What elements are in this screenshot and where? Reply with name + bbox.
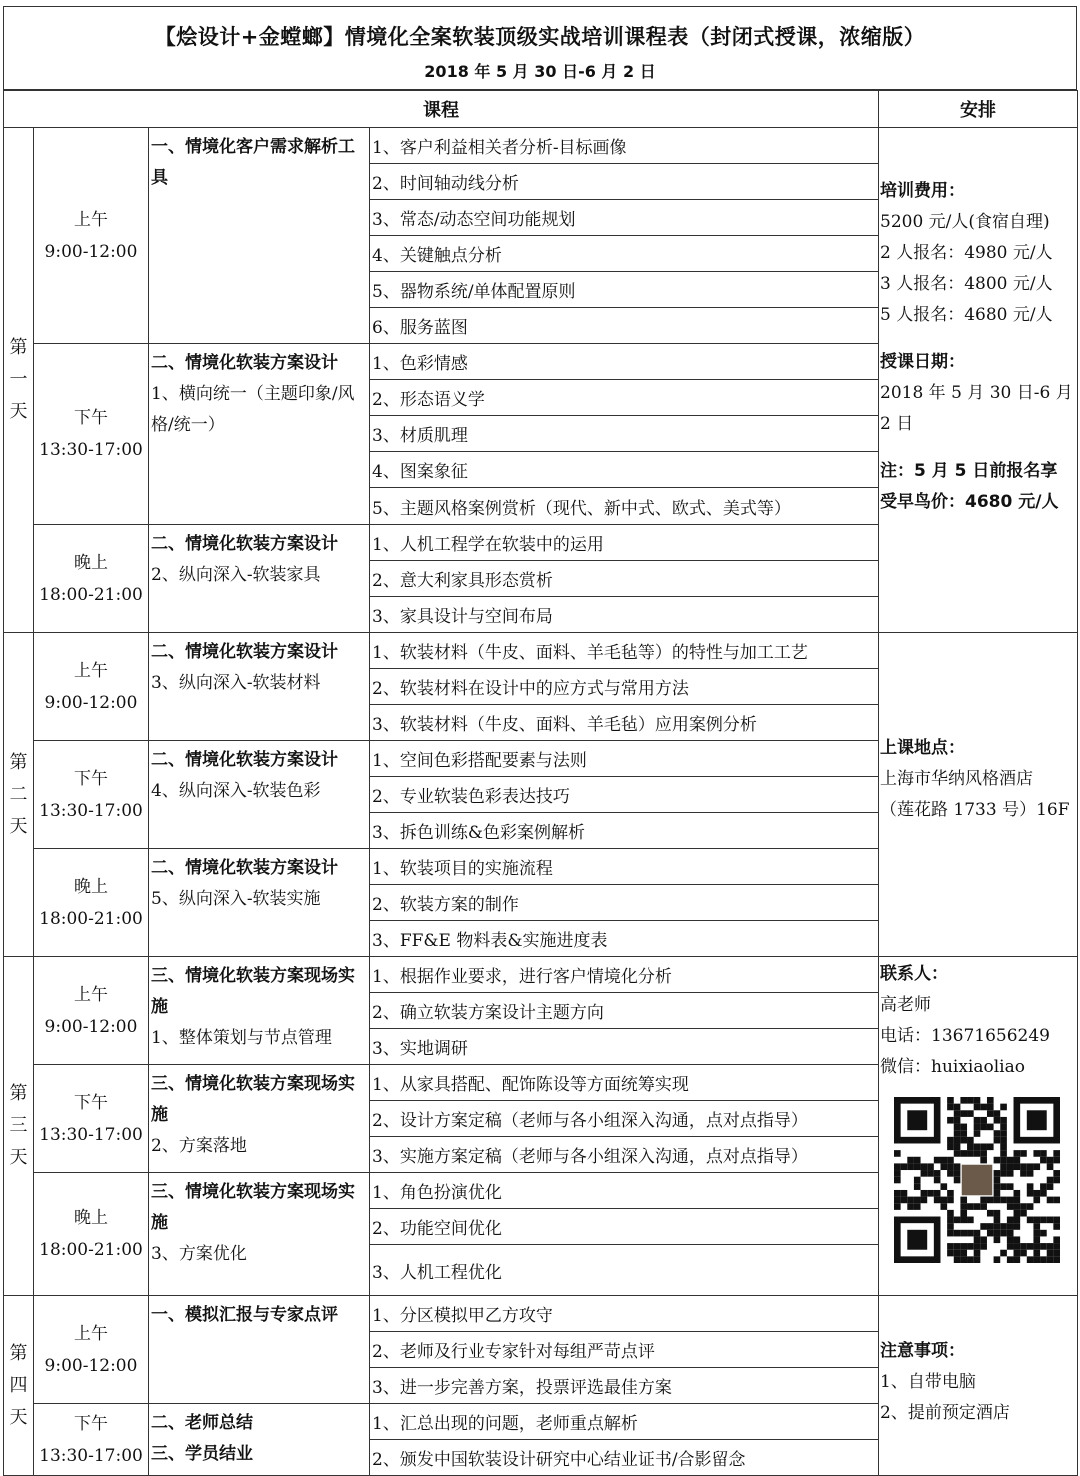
course-item: 1、客户利益相关者分析-目标画像 xyxy=(370,128,879,164)
course-item: 3、材质肌理 xyxy=(370,416,879,452)
session-time xyxy=(34,525,149,633)
spacer xyxy=(880,130,1077,176)
date-line: 2 日 xyxy=(880,414,914,434)
session-hours: 13:30-17:00 xyxy=(39,440,143,460)
course-item: 6、服务蓝图 xyxy=(370,308,879,344)
topic-subheading: 1、横向统一（主题印象/风格/统一） xyxy=(151,384,355,435)
session-time xyxy=(34,1296,149,1404)
session-period: 上午 xyxy=(74,660,108,681)
course-item: 3、常态/动态空间功能规划 xyxy=(370,200,879,236)
title-block xyxy=(3,6,1077,90)
fee-line: 2 人报名：4980 元/人 xyxy=(880,243,1053,263)
venue-line: （莲花路 1733 号）16F xyxy=(880,800,1070,820)
session-hours: 18:00-21:00 xyxy=(39,584,143,605)
course-item: 1、从家具搭配、配饰陈设等方面统筹实现 xyxy=(370,1065,879,1101)
topic-heading: 二、情境化软装方案设计 xyxy=(151,353,338,373)
date-heading: 授课日期： xyxy=(880,352,965,372)
fee-line: 5 人报名：4680 元/人 xyxy=(880,305,1053,325)
qr-code xyxy=(880,1083,1077,1253)
course-item: 3、拆色训练&色彩案例解析 xyxy=(370,813,879,849)
topic-subheading: 5、纵向深入-软装实施 xyxy=(151,889,321,909)
course-item: 2、时间轴动线分析 xyxy=(370,164,879,200)
course-item: 2、形态语义学 xyxy=(370,380,879,416)
course-item: 4、图案象征 xyxy=(370,452,879,488)
contact-heading: 联系人： xyxy=(880,964,948,984)
day-label: 第一天 xyxy=(4,128,34,633)
session-hours: 13:30-17:00 xyxy=(39,1124,143,1145)
schedule-body xyxy=(4,128,1078,1476)
spacer xyxy=(880,1298,1077,1336)
course-item: 1、汇总出现的问题，老师重点解析 xyxy=(370,1404,879,1440)
session-hours: 18:00-21:00 xyxy=(39,908,143,929)
session-topic xyxy=(149,633,370,741)
session-topic xyxy=(149,1404,370,1476)
course-item: 5、器物系统/单体配置原则 xyxy=(370,272,879,308)
spacer xyxy=(880,440,1077,456)
session-hours: 18:00-21:00 xyxy=(39,1240,143,1260)
session-hours: 13:30-17:00 xyxy=(39,1445,143,1466)
session-time xyxy=(34,849,149,957)
topic-heading: 三、情境化软装方案现场实施 xyxy=(151,1182,355,1233)
session-period: 上午 xyxy=(74,1323,108,1344)
course-item: 1、根据作业要求，进行客户情境化分析 xyxy=(370,957,879,993)
session-period: 上午 xyxy=(74,984,108,1005)
topic-heading: 一、模拟汇报与专家点评 xyxy=(151,1305,338,1325)
course-item: 3、家具设计与空间布局 xyxy=(370,597,879,633)
arrangement-header: 安排 xyxy=(879,91,1078,128)
course-item: 5、主题风格案例赏析（现代、新中式、欧式、美式等） xyxy=(370,488,879,525)
session-time xyxy=(34,741,149,849)
table-row xyxy=(4,1296,1078,1332)
session-topic xyxy=(149,849,370,957)
course-item: 2、软装材料在设计中的应方式与常用方法 xyxy=(370,669,879,705)
notice-heading: 注意事项： xyxy=(880,1341,965,1361)
venue-line: 上海市华纳风格酒店 xyxy=(880,769,1033,789)
fee-line: 5200 元/人(食宿自理) xyxy=(880,212,1050,232)
course-item: 3、软装材料（牛皮、面料、羊毛毡）应用案例分析 xyxy=(370,705,879,741)
session-hours: 9:00-12:00 xyxy=(44,1016,138,1037)
course-item: 1、人机工程学在软装中的运用 xyxy=(370,525,879,561)
topic-heading: 二、情境化软装方案设计 xyxy=(151,534,338,554)
page-title: 【烩设计+金螳螂】情境化全案软装顶级实战培训课程表（封闭式授课，浓缩版） xyxy=(154,25,926,49)
session-time xyxy=(34,1065,149,1173)
topic-heading: 三、情境化软装方案现场实施 xyxy=(151,1074,355,1125)
session-period: 晚上 xyxy=(74,552,108,573)
course-item: 2、意大利家具形态赏析 xyxy=(370,561,879,597)
arrangement-cell xyxy=(879,1296,1078,1476)
spacer xyxy=(880,331,1077,347)
table-row xyxy=(4,633,1078,669)
course-item: 3、人机工程优化 xyxy=(370,1245,879,1296)
fee-heading: 培训费用： xyxy=(880,181,965,201)
course-item: 3、FF&E 物料表&实施进度表 xyxy=(370,921,879,957)
early-bird-note: 受早鸟价：4680 元/人 xyxy=(880,492,1059,512)
notice-line: 2、提前预定酒店 xyxy=(880,1403,1010,1423)
page-subtitle: 2018 年 5 月 30 日-6 月 2 日 xyxy=(424,62,656,81)
session-topic xyxy=(149,525,370,633)
session-topic xyxy=(149,344,370,525)
session-hours: 13:30-17:00 xyxy=(39,800,143,821)
topic-subheading: 2、方案落地 xyxy=(151,1136,247,1156)
session-topic xyxy=(149,1173,370,1296)
course-item: 1、软装项目的实施流程 xyxy=(370,849,879,885)
course-item: 2、设计方案定稿（老师与各小组深入沟通，点对点指导） xyxy=(370,1101,879,1137)
topic-heading: 二、老师总结 xyxy=(151,1413,253,1433)
topic-subheading: 1、整体策划与节点管理 xyxy=(151,1028,332,1048)
contact-line: 高老师 xyxy=(880,995,931,1015)
qr-code-icon xyxy=(894,1097,1060,1263)
course-item: 1、角色扮演优化 xyxy=(370,1173,879,1209)
session-period: 下午 xyxy=(74,768,108,789)
fee-line: 3 人报名：4800 元/人 xyxy=(880,274,1053,294)
session-period: 下午 xyxy=(74,1092,108,1113)
session-hours: 9:00-12:00 xyxy=(44,1355,138,1376)
venue-heading: 上课地点： xyxy=(880,738,965,758)
session-time xyxy=(34,957,149,1065)
table-row xyxy=(4,128,1078,164)
session-topic xyxy=(149,1296,370,1404)
session-topic xyxy=(149,741,370,849)
session-period: 上午 xyxy=(74,209,108,230)
notice-line: 1、自带电脑 xyxy=(880,1372,976,1392)
session-time xyxy=(34,1404,149,1476)
course-item: 3、实地调研 xyxy=(370,1029,879,1065)
session-time xyxy=(34,344,149,525)
session-period: 下午 xyxy=(74,1413,108,1434)
session-topic xyxy=(149,957,370,1065)
day-label: 第四天 xyxy=(4,1296,34,1476)
topic-heading: 三、情境化软装方案现场实施 xyxy=(151,966,355,1017)
course-item: 1、空间色彩搭配要素与法则 xyxy=(370,741,879,777)
arrangement-cell xyxy=(879,128,1078,633)
session-time xyxy=(34,633,149,741)
course-item: 3、实施方案定稿（老师与各小组深入沟通，点对点指导） xyxy=(370,1137,879,1173)
session-topic xyxy=(149,1065,370,1173)
topic-heading-2: 三、学员结业 xyxy=(151,1444,253,1464)
arrangement-cell xyxy=(879,957,1078,1296)
course-item: 2、功能空间优化 xyxy=(370,1209,879,1245)
topic-subheading: 3、方案优化 xyxy=(151,1244,247,1264)
session-time xyxy=(34,1173,149,1296)
session-period: 晚上 xyxy=(74,1208,108,1228)
contact-line: 电话：13671656249 xyxy=(880,1026,1050,1046)
date-line: 2018 年 5 月 30 日-6 月 xyxy=(880,383,1073,403)
course-item: 2、软装方案的制作 xyxy=(370,885,879,921)
course-item: 2、颁发中国软装设计研究中心结业证书/合影留念 xyxy=(370,1440,879,1476)
session-period: 晚上 xyxy=(74,876,108,897)
session-topic xyxy=(149,128,370,344)
topic-subheading: 3、纵向深入-软装材料 xyxy=(151,673,321,693)
contact-line: 微信：huixiaoliao xyxy=(880,1057,1025,1077)
table-row xyxy=(4,957,1078,993)
course-item: 2、专业软装色彩表达技巧 xyxy=(370,777,879,813)
course-item: 1、色彩情感 xyxy=(370,344,879,380)
day-label: 第二天 xyxy=(4,633,34,957)
schedule-table xyxy=(3,90,1078,1476)
session-hours: 9:00-12:00 xyxy=(44,241,138,262)
course-header: 课程 xyxy=(4,91,879,128)
topic-heading: 一、情境化客户需求解析工具 xyxy=(151,137,355,188)
course-item: 1、分区模拟甲乙方攻守 xyxy=(370,1296,879,1332)
schedule-sheet xyxy=(3,6,1077,1476)
course-item: 4、关键触点分析 xyxy=(370,236,879,272)
session-period: 下午 xyxy=(74,408,108,428)
course-item: 2、确立软装方案设计主题方向 xyxy=(370,993,879,1029)
topic-heading: 二、情境化软装方案设计 xyxy=(151,858,338,878)
spacer xyxy=(880,635,1077,733)
arrangement-cell xyxy=(879,633,1078,957)
topic-subheading: 4、纵向深入-软装色彩 xyxy=(151,781,321,801)
course-item: 2、老师及行业专家针对每组严苛点评 xyxy=(370,1332,879,1368)
course-item: 3、进一步完善方案，投票评选最佳方案 xyxy=(370,1368,879,1404)
early-bird-note: 注：5 月 5 日前报名享 xyxy=(880,461,1058,481)
topic-subheading: 2、纵向深入-软装家具 xyxy=(151,565,321,585)
day-label: 第三天 xyxy=(4,957,34,1296)
course-item: 1、软装材料（牛皮、面料、羊毛毡等）的特性与加工工艺 xyxy=(370,633,879,669)
session-time xyxy=(34,128,149,344)
topic-heading: 二、情境化软装方案设计 xyxy=(151,642,338,662)
topic-heading: 二、情境化软装方案设计 xyxy=(151,750,338,770)
session-hours: 9:00-12:00 xyxy=(44,692,138,713)
